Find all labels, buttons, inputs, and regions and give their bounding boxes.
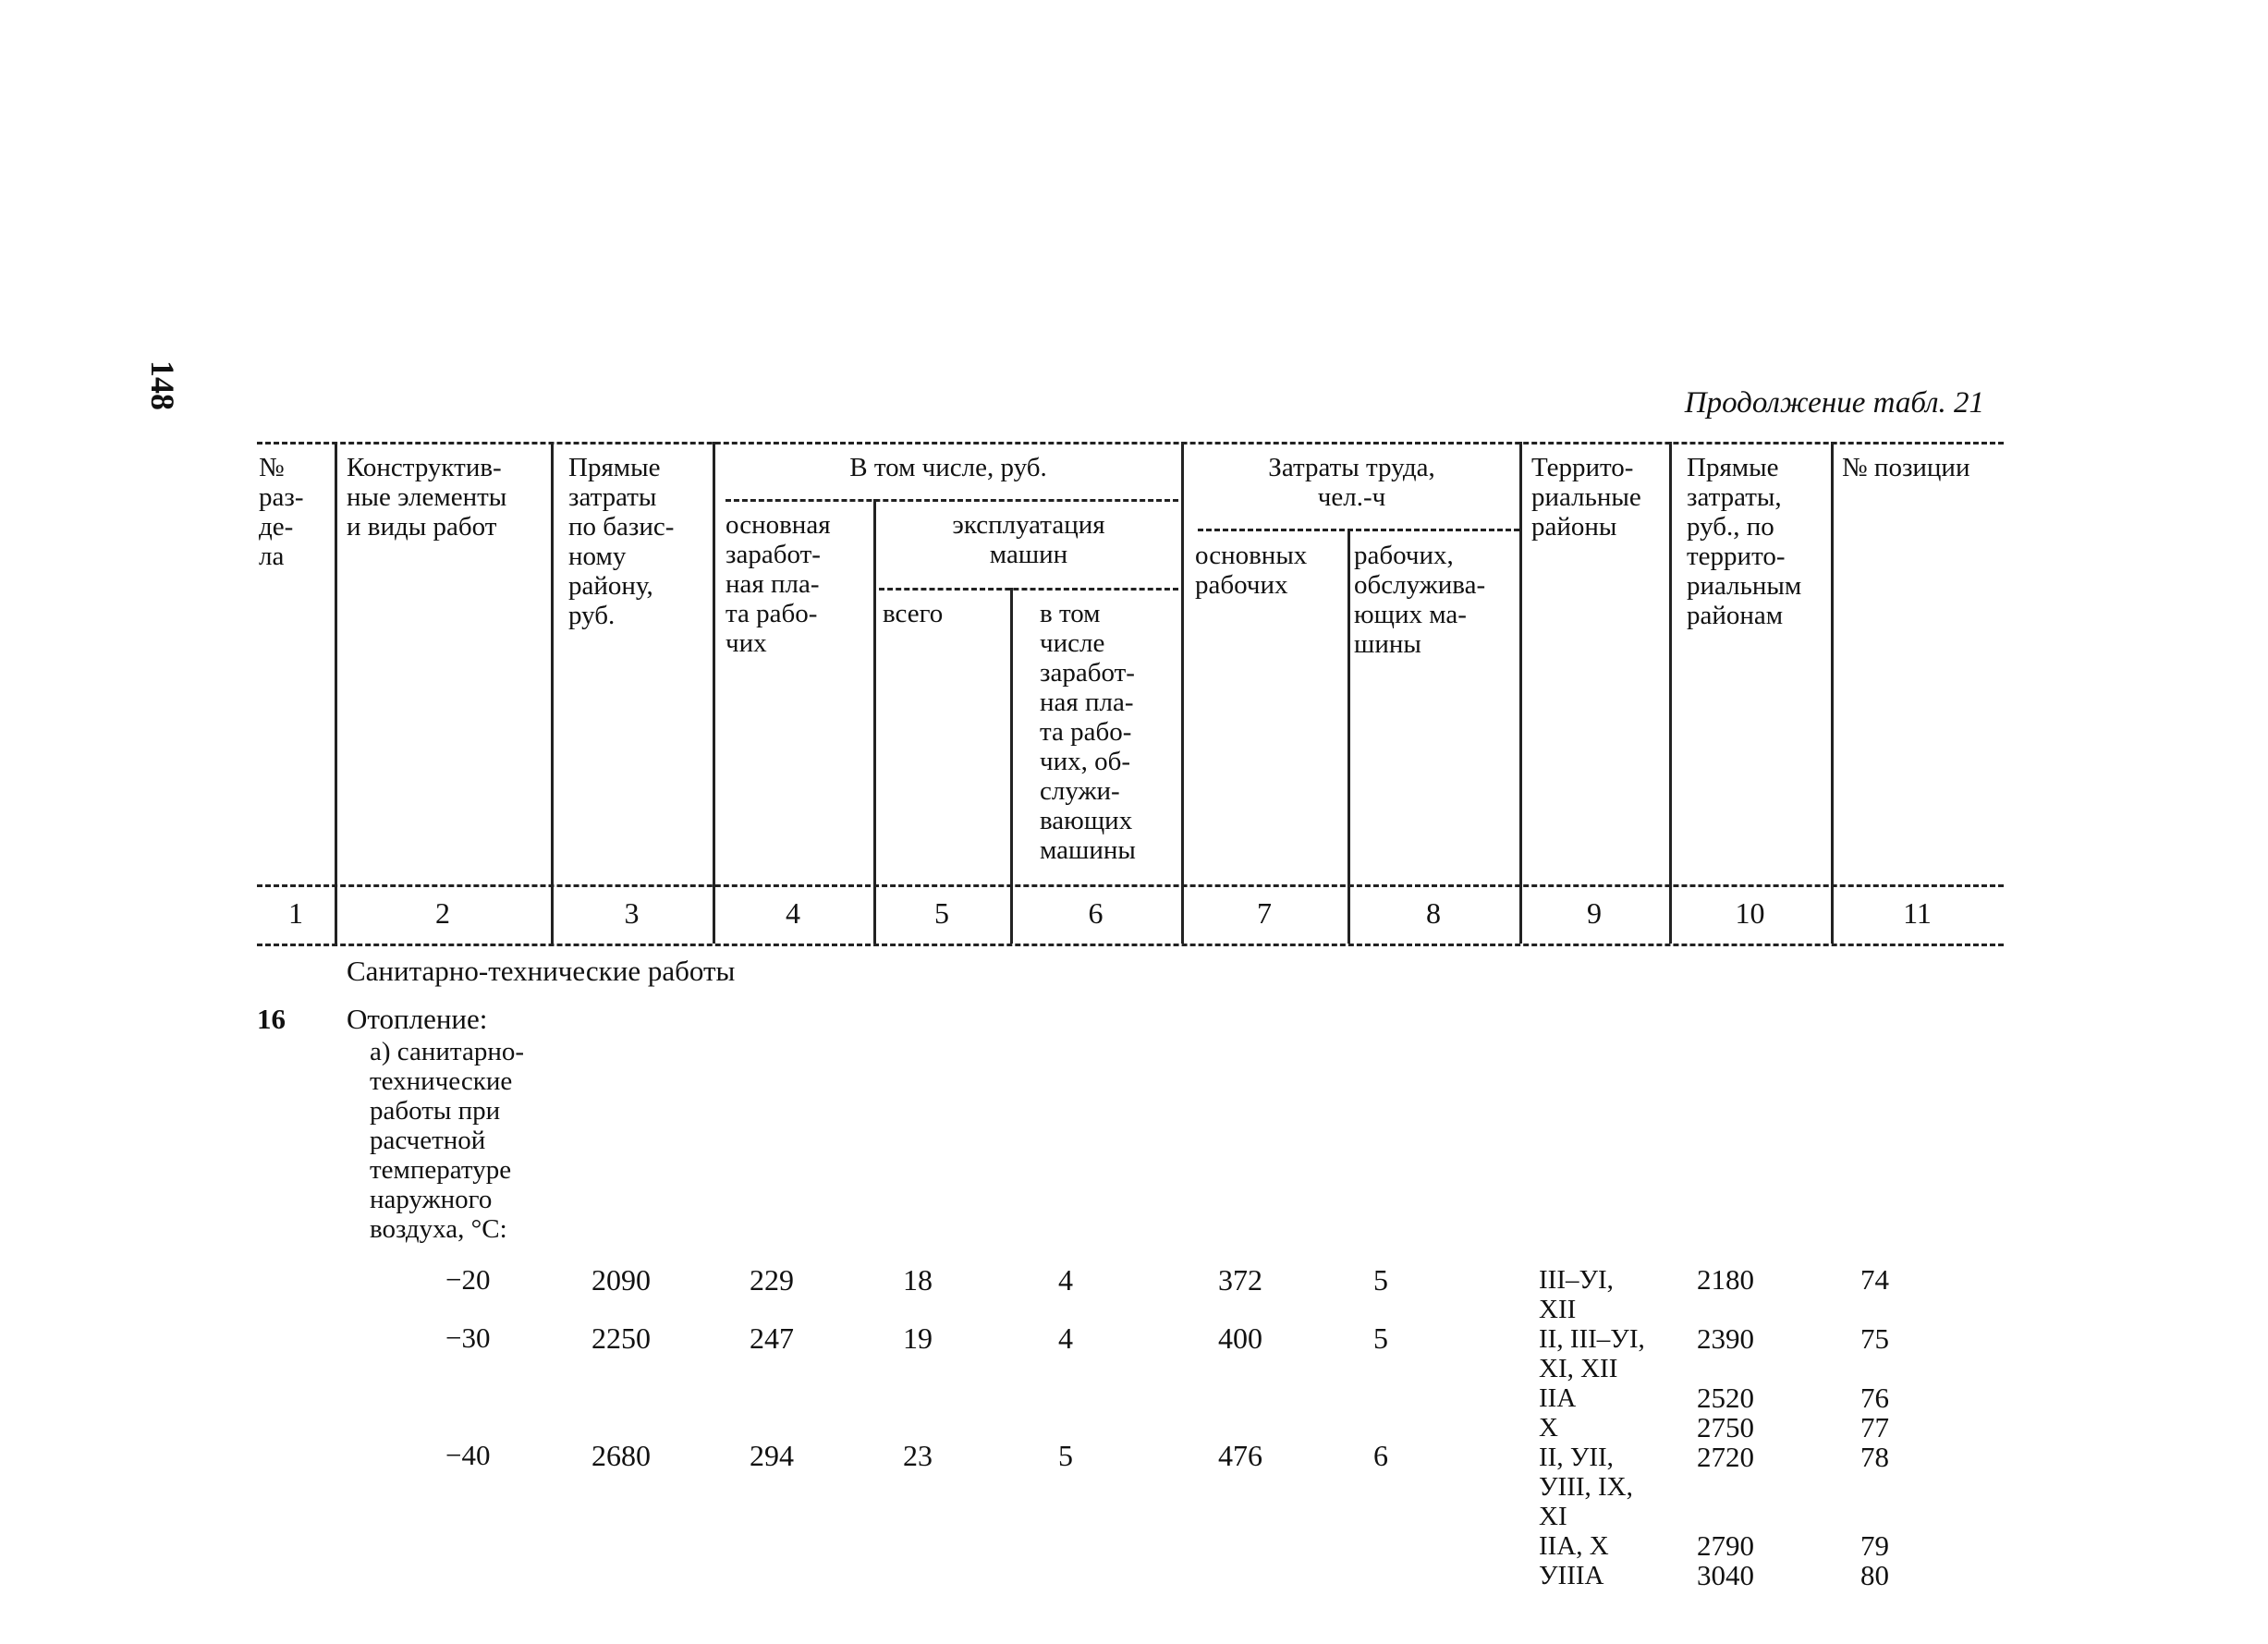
row-c8: 5 bbox=[1373, 1321, 1388, 1355]
vline-6 bbox=[1181, 442, 1184, 944]
region-cost: 2790 bbox=[1697, 1529, 1754, 1562]
header-col10: Прямые затраты, руб., по террито- риальным районам bbox=[1687, 453, 1802, 630]
region-cost: 2520 bbox=[1697, 1382, 1754, 1414]
row-temp: −30 bbox=[445, 1321, 491, 1354]
vline-8 bbox=[1519, 442, 1522, 944]
rule-numbers-bottom bbox=[257, 944, 2004, 946]
colnum-2: 2 bbox=[435, 896, 450, 930]
row-c3: 2680 bbox=[591, 1439, 651, 1472]
header-group-rub: В том числе, руб. bbox=[849, 453, 1047, 482]
row-c8: 5 bbox=[1373, 1263, 1388, 1297]
vline-10 bbox=[1831, 442, 1834, 944]
row-c6: 5 bbox=[1058, 1439, 1073, 1472]
row-c4: 229 bbox=[750, 1263, 794, 1297]
colnum-5: 5 bbox=[934, 896, 949, 930]
header-group-machines: эксплуатация машин bbox=[952, 510, 1105, 569]
colnum-11: 11 bbox=[1903, 896, 1932, 930]
position-number: 80 bbox=[1860, 1559, 1889, 1591]
row-c3: 2090 bbox=[591, 1263, 651, 1297]
header-col6: в том числе заработ- ная пла- та рабо- чих, об- служи- вающих машины bbox=[1040, 599, 1136, 865]
item-title: Отопление: bbox=[347, 1003, 488, 1035]
colnum-10: 10 bbox=[1735, 896, 1765, 930]
colnum-6: 6 bbox=[1088, 896, 1104, 930]
region-cost: 2750 bbox=[1697, 1411, 1754, 1443]
section-number: 16 bbox=[257, 1003, 286, 1035]
region-line: IIA, X bbox=[1539, 1531, 1609, 1561]
row-c5: 18 bbox=[903, 1263, 933, 1297]
region-cost bbox=[1697, 1295, 1754, 1324]
region-line: XI bbox=[1539, 1502, 1567, 1531]
row-c8: 6 bbox=[1373, 1439, 1388, 1472]
position-number bbox=[1860, 1295, 1889, 1324]
position-number bbox=[1860, 1472, 1889, 1502]
region-line: X bbox=[1539, 1413, 1558, 1443]
header-col4: основная заработ- ная пла- та рабо- чих bbox=[726, 510, 831, 658]
region-line: УIII, IX, bbox=[1539, 1472, 1633, 1502]
row-temp: −40 bbox=[445, 1439, 491, 1471]
row-c7: 476 bbox=[1218, 1439, 1262, 1472]
row-c6: 4 bbox=[1058, 1263, 1073, 1297]
colnum-7: 7 bbox=[1257, 896, 1272, 930]
rule-group-machines bbox=[879, 588, 1178, 591]
colnum-3: 3 bbox=[624, 896, 640, 930]
position-number: 78 bbox=[1860, 1441, 1889, 1473]
header-col3: Прямые затраты по базис- ному району, руб. bbox=[568, 453, 675, 630]
vline-1 bbox=[335, 442, 337, 944]
region-cost bbox=[1697, 1502, 1754, 1531]
region-cost bbox=[1697, 1472, 1754, 1502]
row-c7: 400 bbox=[1218, 1321, 1262, 1355]
colnum-4: 4 bbox=[786, 896, 800, 930]
region-line: УIIIA bbox=[1539, 1561, 1604, 1590]
header-col7: основных рабочих bbox=[1195, 541, 1308, 600]
position-number bbox=[1860, 1354, 1889, 1383]
row-c4: 294 bbox=[750, 1439, 794, 1472]
header-col8: рабочих, обслужива- ющих ма- шины bbox=[1354, 541, 1486, 659]
row-temp: −20 bbox=[445, 1263, 491, 1296]
table-caption: Продолжение табл. 21 bbox=[1684, 386, 1984, 420]
position-number: 77 bbox=[1860, 1411, 1889, 1443]
region-cost: 2390 bbox=[1697, 1322, 1754, 1355]
region-line: II, III–УI, bbox=[1539, 1324, 1645, 1354]
position-number bbox=[1860, 1502, 1889, 1531]
vline-5 bbox=[1010, 588, 1013, 944]
row-c7: 372 bbox=[1218, 1263, 1262, 1297]
colnum-1: 1 bbox=[288, 896, 303, 930]
row-c6: 4 bbox=[1058, 1321, 1073, 1355]
region-list bbox=[1539, 1265, 1645, 1590]
rule-group-rub bbox=[726, 499, 1178, 502]
region-cost-list bbox=[1697, 1265, 1754, 1590]
region-line: IIA bbox=[1539, 1383, 1577, 1413]
item-subtitle: а) санитарно- технические работы при расчетной температуре наружного воздуха, °С: bbox=[370, 1037, 524, 1244]
region-cost: 3040 bbox=[1697, 1559, 1754, 1591]
colnum-9: 9 bbox=[1587, 896, 1602, 930]
header-group-labor: Затраты труда, чел.-ч bbox=[1268, 453, 1435, 512]
position-number: 75 bbox=[1860, 1322, 1889, 1355]
region-cost: 2720 bbox=[1697, 1441, 1754, 1473]
vline-9 bbox=[1669, 442, 1672, 944]
header-col9: Террито- риальные районы bbox=[1531, 453, 1641, 542]
region-line: II, УII, bbox=[1539, 1443, 1614, 1472]
vline-3 bbox=[713, 442, 715, 944]
row-c5: 23 bbox=[903, 1439, 933, 1472]
row-c4: 247 bbox=[750, 1321, 794, 1355]
rule-header-bottom bbox=[257, 884, 2004, 887]
colnum-8: 8 bbox=[1426, 896, 1441, 930]
page-number: 148 bbox=[144, 360, 181, 410]
region-line: XII bbox=[1539, 1295, 1577, 1324]
rule-group-labor bbox=[1198, 529, 1519, 531]
rule-top bbox=[257, 442, 2004, 444]
region-cost bbox=[1697, 1354, 1754, 1383]
region-cost: 2180 bbox=[1697, 1263, 1754, 1296]
region-line: III–УI, bbox=[1539, 1265, 1614, 1295]
row-c3: 2250 bbox=[591, 1321, 651, 1355]
header-col2: Конструктив- ные элементы и виды работ bbox=[347, 453, 507, 542]
header-col1: № раз- де- ла bbox=[259, 453, 304, 571]
position-number: 76 bbox=[1860, 1382, 1889, 1414]
section-title: Санитарно-технические работы bbox=[347, 955, 736, 987]
region-line: XI, XII bbox=[1539, 1354, 1618, 1383]
header-col5: всего bbox=[883, 599, 944, 628]
vline-7 bbox=[1347, 529, 1350, 944]
position-number: 79 bbox=[1860, 1529, 1889, 1562]
row-c5: 19 bbox=[903, 1321, 933, 1355]
position-number: 74 bbox=[1860, 1263, 1889, 1296]
vline-2 bbox=[551, 442, 554, 944]
header-col11: № позиции bbox=[1842, 453, 1970, 482]
position-list bbox=[1860, 1265, 1889, 1590]
